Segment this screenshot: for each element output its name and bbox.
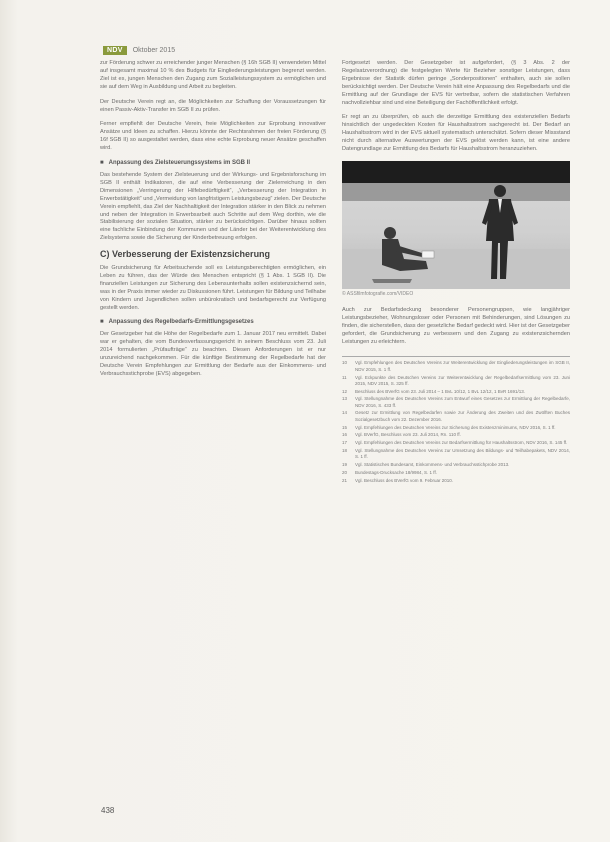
footnote: 20 Bundestags-Drucksache 18/9984, S. 1 ff. — [342, 469, 437, 475]
paragraph: zur Förderung schwer zu erreichender junger Menschen (§ 16h SGB II) verwendeten Mittel auf insgesamt maximal 10 % des Budgets für Eingliederungsleistungen begrenzt werden. Ziel ist es, jungen Menschen den Zugang zum Sozialleistungssystem zu ermöglichen und sie auf dem Weg in Ausbildung und Arbeit zu begleiten. — [100, 60, 326, 90]
footnote: 17 Vgl. Empfehlungen des Deutschen Vereins zur Bedarfsermittlung für Haushaltsstrom, NDV 2016, S. 145 ff. — [342, 440, 568, 446]
bullet-icon: ■ — [100, 319, 104, 326]
footnote: 15 Vgl. Empfehlungen des Deutschen Vereins zur Sicherung des Existenzminimums, NDV 2016, S. 1 ff. — [342, 424, 556, 430]
paragraph: Ferner empfiehlt der Deutsche Verein, freie Möglichkeiten zur Erprobung innovativer Ansätze und Ideen zu schaffen. Hierzu könnte der Rechtsrahmen der freien Förderung (§ 16f SGB II) so ausgestaltet werden, dass eine echte Erprobung neuer Ansätze geschaffen wird. — [100, 121, 326, 152]
section-title: C) Verbesserung der Existenzsicherung — [100, 249, 271, 260]
footnotes — [342, 356, 570, 484]
right-column — [342, 60, 570, 485]
article-photo — [342, 161, 570, 289]
paragraph: Er regt an zu überprüfen, ob auch die derzeitige Ermittlung des existenziellen Bedarfs hinsichtlich der ungedeckten Kosten für Haushaltsstrom sachgerecht ist. Der Bedarf an Haushaltsstrom wird in der EVS aktuell systematisch unterschätzt. Sofern dieser Missstand nicht durch alternative Auswertungen der EVS gelöst werden kann, ist eine andere Datengrundlage zur Ermittlung des Bedarfs für Haushaltsstrom heranzuziehen. — [342, 114, 570, 153]
footnote: 18 Vgl. Stellungnahme des Deutschen Vereins zur Umsetzung des Bildungs- und Teilhabepakets, NDV 2014, S. 1 ff. — [342, 447, 570, 460]
paragraph: Die Grundsicherung für Arbeitsuchende soll es Leistungsberechtigten ermöglichen, ein Leben zu führen, das der Würde des Menschen entspricht (§ 1 Abs. 1 SGB II). Die finanziellen Leistungen zur Sicherung des Lebensunterhalts sollen existenzsichernd sein, was in der Praxis immer wieder zu Diskussionen führt. Leistungen für Bildung und Teilhabe von Kindern und Jugendlichen sollen unbürokratisch und bedarfsgerecht zur Verfügung gestellt werden. — [100, 265, 326, 311]
footnote: 10 Vgl. Empfehlungen des Deutschen Vereins zur Weiterentwicklung der Eingliederungsleistungen im SGB II, NDV 2015, S. 1 ff. — [342, 360, 570, 372]
bullet-heading — [100, 319, 326, 327]
footnote: 21 Vgl. Beschluss des BVerfG vom 9. Februar 2010. — [342, 477, 454, 483]
paragraph: Der Gesetzgeber hat die Höhe der Regelbedarfe zum 1. Januar 2017 neu ermittelt. Dabei war er gehalten, die vom Bundesverfassungsgericht in seinem Beschluss vom 23. Juli 2014 formulierten „Prüfaufträge“ zu beachten. Diesen Anforderungen ist er nur unzureichend nachgekommen. Für die künftige Bestimmung der Regelbedarfe hat der Deutsche Verein Empfehlungen zur Ermittlung der Bedarfe aus der Einkommens- und Verbrauchsstichprobe (EVS) abgegeben. — [100, 331, 326, 377]
footnote: 16 Vgl. BVerfG, Beschluss vom 23. Juli 2014, Rn. 110 ff. — [342, 432, 461, 438]
photo-credit: © ASSfilmfotografie.com/VIDEO — [342, 290, 414, 297]
footnote: 13 Vgl. Stellungnahme des Deutschen Vereins zum Entwurf eines Gesetzes zur Ermittlung der Regelbedarfe, NDV 2016, S. 433 ff. — [342, 396, 570, 408]
page-number: 438 — [101, 806, 115, 815]
bullet-heading-text: Anpassung des Regelbedarfs-Ermittlungsgesetzes — [108, 319, 254, 326]
bullet-heading-text: Anpassung des Zielsteuerungssystems im SGB II — [108, 160, 250, 167]
paragraph: Der Deutsche Verein regt an, die Möglichkeiten zur Schaffung der Voraussetzungen für einen Passiv-Aktiv-Transfer im SGB II zu prüfen. — [100, 98, 326, 113]
footnote: 11 Vgl. Eckpunkte des Deutschen Vereins zur Weiterentwicklung der Regelbedarfsermittlung vom 23. Juni 2015, NDV 2015, S. 325 ff. — [342, 374, 570, 386]
footnote: 14 Gesetz zur Ermittlung von Regelbedarfen sowie zur Änderung des Zweiten und des Zwölften Buches Sozialgesetzbuch vom 22. Dezember 2016. — [342, 410, 570, 422]
left-column — [100, 60, 326, 386]
bullet-heading — [100, 160, 326, 168]
bullet-icon: ■ — [100, 160, 104, 167]
paragraph: Auch zur Bedarfsdeckung besonderer Personengruppen, wie langjähriger Leistungsbezieher, Wohnungsloser oder Personen mit Behinderungen, sind Lösungen zu finden, die sicherstellen, dass der gesetzliche Bedarf gedeckt wird. Hier ist der Gesetzgeber gefordert, die Grundsicherung zu verbessern und den Zugang zu existenzsichernden Leistungen zu erleichtern. — [342, 306, 570, 345]
footnote: 12 Beschluss des BVerfG vom 23. Juli 2014 – 1 BvL 10/12, 1 BvL 12/12, 1 BvR 1691/13. — [342, 388, 526, 394]
footnote: 19 Vgl. Statistisches Bundesamt, Einkommens- und Verbrauchsstichprobe 2013. — [342, 462, 510, 468]
page-header — [103, 44, 175, 56]
journal-logo: NDV — [103, 46, 127, 55]
people-illustration — [342, 161, 570, 289]
paragraph: Das bestehende System der Zielsteuerung und der Wirkungs- und Ergebnisforschung im SGB II enthält Indikatoren, die auf eine Verbesserung der Zielerreichung in den Dimensionen „Verringerung der Hilfebedürftigkeit“, „Verbesserung der Integration in Erwerbstätigkeit“ und „Vermeidung von langfristigem Leistungsbezug“ zielen. Der Deutsche Verein empfiehlt, das Ziel der Nachhaltigkeit der Integration stärker in den Blick zu nehmen und neben der Integration in Erwerbsarbeit auch Schritte auf dem Weg dorthin, wie die Stabilisierung der sozialen Situation, stärker zu berücksichtigen. Darüber hinaus sollten eine fachliche Einbindung der Kommunen und der Länder bei der Weiterentwicklung des Zielsystems sowie die Sicherung der Kinderbetreuung erfolgen. — [100, 171, 326, 242]
issue-date: Oktober 2015 — [132, 46, 176, 54]
paragraph: Fortgesetzt werden. Der Gesetzgeber ist aufgefordert, (§ 3 Abs. 2 der Regelsatzverordnung) die festgelegten Werte für Bezieher sonstiger Leistungen, dass Ergebnisse der Statistik dürfen geringe „Sonderpositionen“ enthalten, auch sie sollen berücksichtigt werden. Der Deutsche Verein hält eine Anpassung des Regelbedarfs und die Ermittlung auf der Grundlage der EVS für vertretbar, sofern die statistischen Verfahren nachvollziehbar sind und eine Beteiligung der Fachöffentlichkeit erfolgt. — [342, 60, 570, 106]
